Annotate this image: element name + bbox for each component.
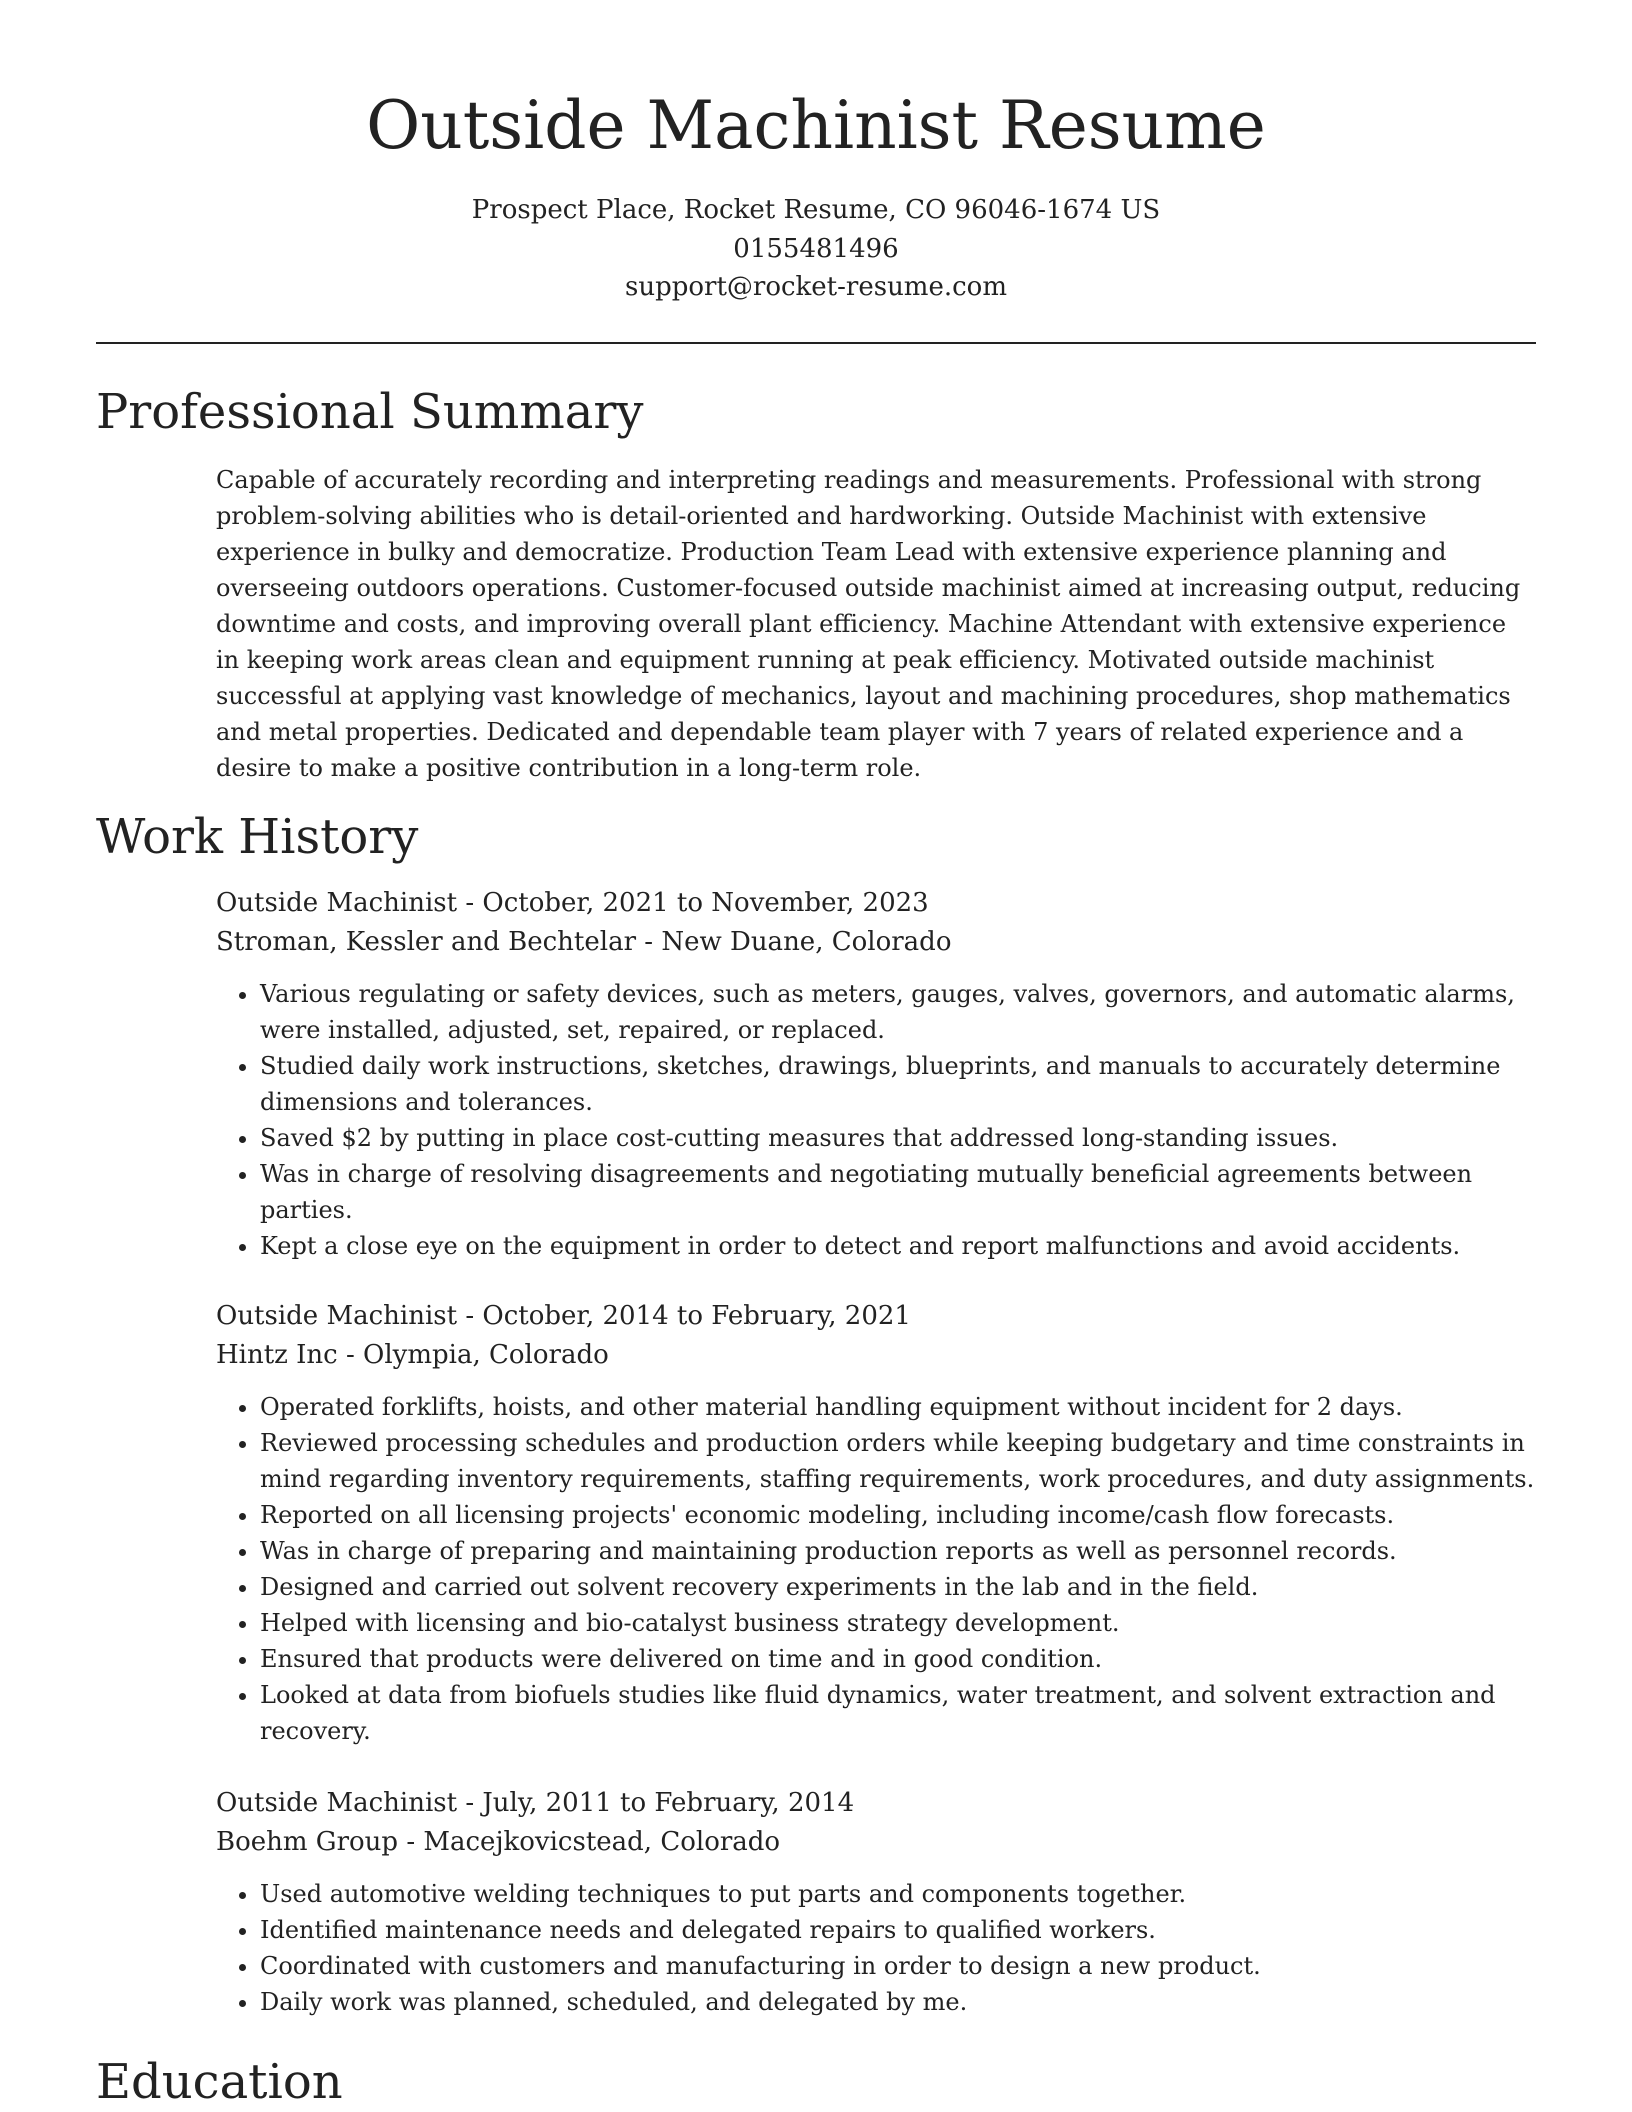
resume-title: Outside Machinist Resume: [366, 87, 1266, 164]
job-bullet: • Saved $2 by putting in place cost-cutting measures that addressed long-standing issues.: [260, 1120, 1536, 1156]
header-divider: [96, 342, 1536, 344]
job-bullet: • Studied daily work instructions, sketches, drawings, blueprints, and manuals to accurately determine dimensions and tolerances.: [260, 1048, 1536, 1120]
job-role: Outside Machinist: [216, 1788, 458, 1818]
contact-phone: 0155481496: [733, 234, 899, 264]
job-bullet: • Designed and carried out solvent recovery experiments in the lab and in the field.: [260, 1569, 1536, 1605]
job-bullet: • Reported on all licensing projects' economic modeling, including income/cash flow forecasts.: [260, 1497, 1536, 1533]
job-bullet: • Operated forklifts, hoists, and other material handling equipment without incident for 2 days.: [260, 1389, 1536, 1425]
job-bullet: • Ensured that products were delivered on time and in good condition.: [260, 1641, 1536, 1677]
job-bullet: • Identified maintenance needs and delegated repairs to qualified workers.: [260, 1912, 1536, 1948]
job-entry: [216, 1784, 1536, 2020]
section-title-summary: Professional Summary: [96, 384, 644, 440]
job-company: Stroman, Kessler and Bechtelar: [216, 927, 636, 957]
job-bullet: • Daily work was planned, scheduled, and delegated by me.: [260, 1984, 1536, 2020]
job-bullet: • Helped with licensing and bio-catalyst business strategy development.: [260, 1605, 1536, 1641]
job-bullet: • Coordinated with customers and manufacturing in order to design a new product.: [260, 1948, 1536, 1984]
contact-address: Prospect Place, Rocket Resume, CO 96046-1674 US: [471, 195, 1161, 225]
job-bullet-list: [216, 976, 1536, 1264]
job-role: Outside Machinist: [216, 888, 458, 918]
job-dates: - July, 2011 to February, 2014: [457, 1788, 855, 1818]
job-company-line: [216, 923, 1536, 962]
job-company-line: [216, 1823, 1536, 1862]
job-bullet-list: [216, 1389, 1536, 1749]
job-company: Hintz Inc: [216, 1340, 338, 1370]
job-bullet: • Was in charge of preparing and maintaining production reports as well as personnel records.: [260, 1533, 1536, 1569]
job-bullet: • Looked at data from biofuels studies like fluid dynamics, water treatment, and solvent extraction and recovery.: [260, 1677, 1536, 1749]
job-entry: [216, 1297, 1536, 1749]
job-title-line: [216, 1784, 1536, 1823]
job-entry: [216, 884, 1536, 1264]
job-dates: - October, 2021 to November, 2023: [457, 888, 929, 918]
job-bullet: • Was in charge of resolving disagreements and negotiating mutually beneficial agreements between parties.: [260, 1156, 1536, 1228]
summary-text: Capable of accurately recording and interpreting readings and measurements. Professional with strong problem-solving abilities who is detail-oriented and hardworking. Outside Machinist with extensive experience in bulky and democratize. Production Team Lead with extensive experience planning and overseeing outdoors operations. Customer-focused outside machinist aimed at increasing output, reducing downtime and costs, and improving overall plant efficiency. Machine Attendant with extensive experience in keeping work areas clean and equipment running at peak efficiency. Motivated outside machinist successful at applying vast knowledge of mechanics, layout and machining procedures, shop mathematics and metal properties. Dedicated and dependable team player with 7 years of related experience and a desire to make a positive contribution in a long-term role.: [216, 466, 1521, 782]
job-title-line: [216, 884, 1536, 923]
job-location: - New Duane, Colorado: [636, 927, 952, 957]
job-role: Outside Machinist: [216, 1301, 458, 1331]
section-title-work-history: Work History: [96, 809, 419, 865]
job-bullet: • Kept a close eye on the equipment in order to detect and report malfunctions and avoid accidents.: [260, 1228, 1536, 1264]
job-location: - Macejkovicstead, Colorado: [398, 1827, 781, 1857]
job-bullet: • Reviewed processing schedules and production orders while keeping budgetary and time constraints in mind regarding inventory requirements, staffing requirements, work procedures, and duty assignments.: [260, 1425, 1536, 1497]
job-company: Boehm Group: [216, 1827, 399, 1857]
job-location: - Olympia, Colorado: [337, 1340, 609, 1370]
job-title-line: [216, 1297, 1536, 1336]
job-company-line: [216, 1336, 1536, 1375]
section-title-education: Education: [96, 2054, 343, 2110]
contact-email: support@rocket-resume.com: [624, 272, 1007, 302]
job-dates: - October, 2014 to February, 2021: [457, 1301, 911, 1331]
job-bullet: • Various regulating or safety devices, such as meters, gauges, valves, governors, and automatic alarms, were installed, adjusted, set, repaired, or replaced.: [260, 976, 1536, 1048]
job-bullet-list: [216, 1876, 1536, 2020]
job-bullet: • Used automotive welding techniques to put parts and components together.: [260, 1876, 1536, 1912]
